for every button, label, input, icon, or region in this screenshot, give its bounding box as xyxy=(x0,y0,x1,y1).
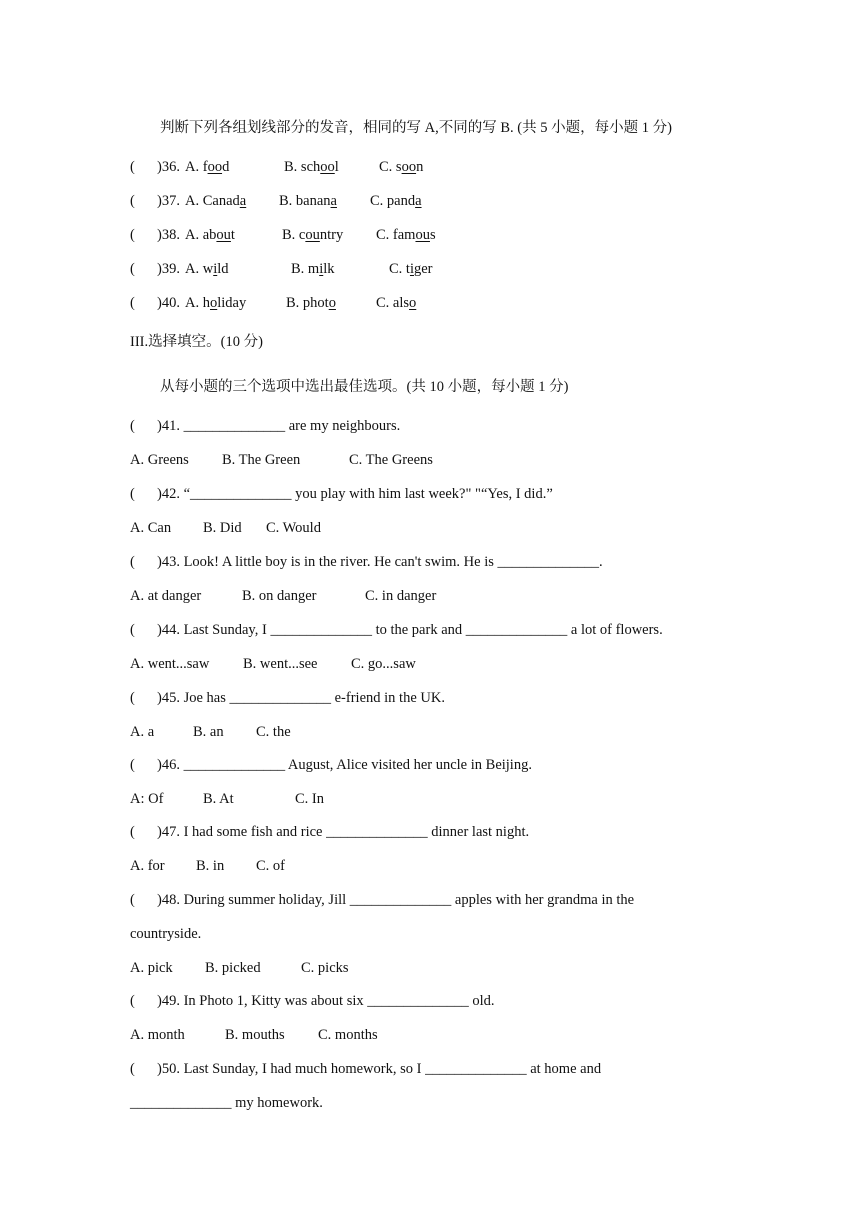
option-a: A. Canada xyxy=(185,193,247,209)
option-a: A. holiday xyxy=(185,295,247,311)
question-text: )41. ______________ are my neighbours. xyxy=(157,418,401,434)
question-number: )38. xyxy=(157,227,180,243)
answer-paren: ( xyxy=(130,159,135,175)
answer-paren: ( xyxy=(130,757,135,773)
option-c: C. panda xyxy=(370,193,422,209)
answer-paren: ( xyxy=(130,261,135,277)
answer-paren: ( xyxy=(130,554,135,570)
question-text: )50. Last Sunday, I had much homework, so I ______________ at home and xyxy=(157,1061,602,1077)
question-number: )36. xyxy=(157,159,180,175)
question-text: )42. “______________ you play with him last week?" "“Yes, I did.” xyxy=(157,486,553,502)
question-text: )44. Last Sunday, I ______________ to the park and ______________ a lot of flowers. xyxy=(157,622,663,638)
question-text: )47. I had some fish and rice ______________ dinner last night. xyxy=(157,824,530,840)
answer-paren: ( xyxy=(130,622,135,638)
question-50-continued: ______________ my homework. xyxy=(130,1095,323,1111)
answer-paren: ( xyxy=(130,993,135,1009)
answer-paren: ( xyxy=(130,193,135,209)
option-b: B. banana xyxy=(279,193,337,209)
question-text: )46. ______________ August, Alice visited her uncle in Beijing. xyxy=(157,757,532,773)
option-a: A. about xyxy=(185,227,235,243)
question-text: )43. Look! A little boy is in the river. He can't swim. He is ______________. xyxy=(157,554,603,570)
option-b: B. milk xyxy=(291,261,335,277)
question-text: )48. During summer holiday, Jill ______________ apples with her grandma in the xyxy=(157,892,635,908)
option-b: B. photo xyxy=(286,295,336,311)
answer-paren: ( xyxy=(130,824,135,840)
question-number: )40. xyxy=(157,295,180,311)
section-heading: III.选择填空。(10 分) xyxy=(130,334,263,350)
answer-paren: ( xyxy=(130,227,135,243)
answer-paren: ( xyxy=(130,892,135,908)
question-number: )39. xyxy=(157,261,180,277)
answer-paren: ( xyxy=(130,486,135,502)
question-number: )37. xyxy=(157,193,180,209)
pron-instruction: 判断下列各组划线部分的发音，相同的写 A,不同的写 B. (共 5 小题，每小题 1 分) xyxy=(160,120,672,136)
question-48-continued: countryside. xyxy=(130,926,202,942)
answer-paren: ( xyxy=(130,1061,135,1077)
option-a: A. food xyxy=(185,159,230,175)
question-text: )49. In Photo 1, Kitty was about six ______________ old. xyxy=(157,993,495,1009)
option-a: A. wild xyxy=(185,261,229,277)
answer-paren: ( xyxy=(130,690,135,706)
option-c: C. soon xyxy=(379,159,424,175)
answer-paren: ( xyxy=(130,418,135,434)
option-c: C. also xyxy=(376,295,417,311)
option-b: B. country xyxy=(282,227,344,243)
answer-paren: ( xyxy=(130,295,135,311)
option-c: C. tiger xyxy=(389,261,433,277)
question-text: )45. Joe has ______________ e-friend in the UK. xyxy=(157,690,445,706)
option-c: C. famous xyxy=(376,227,436,243)
option-b: B. school xyxy=(284,159,339,175)
choice-instruction: 从每小题的三个选项中选出最佳选项。(共 10 小题，每小题 1 分) xyxy=(160,379,569,395)
